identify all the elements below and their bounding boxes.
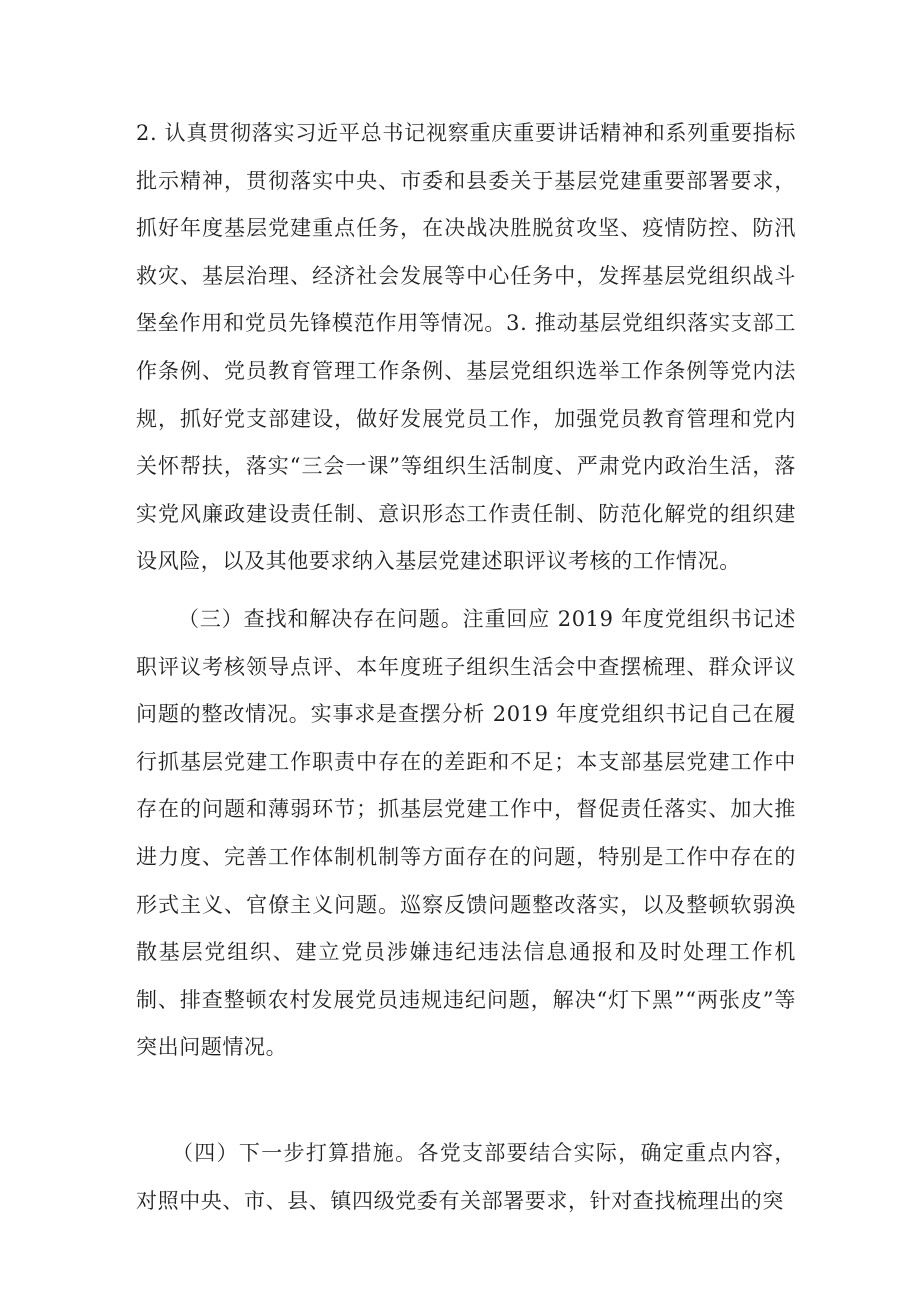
paragraph-section-4: （四）下一步打算措施。各党支部要结合实际，确定重点内容，对照中央、市、县、镇四级党委有关部署要求，针对查找梳理出的突 xyxy=(136,1141,796,1213)
paragraph-item-2-3: 2. 认真贯彻落实习近平总书记视察重庆重要讲话精神和系列重要指标批示精神，贯彻落实中央、市委和县委关于基层党建重要部署要求，抓好年度基层党建重点任务，在决战决胜脱贫攻坚、疫情防控、防汛救灾、基层治理、经济社会发展等中心任务中，发挥基层党组织战斗堡垒作用和党员先锋模范作用等情况。3. 推动基层党组织落实支部工作条例、党员教育管理工作条例、基层党组织选举工作条例等党内法规，抓好党支部建设，做好发展党员工作，加强党员教育管理和党内关怀帮扶，落实“三会一课”等组织生活制度、严肃党内政治生活，落实党风廉政建设责任制、意识形态工作责任制、防范化解党的组织建设风险，以及其他要求纳入基层党建述职评议考核的工作情况。 xyxy=(136,121,796,574)
paragraph-section-3: （三）查找和解决存在问题。注重回应 2019 年度党组织书记述职评议考核领导点评、本年度班子组织生活会中查摆梳理、群众评议问题的整改情况。实事求是查摆分析 2019 年度党组织书记自己在履行抓基层党建工作职责中存在的差距和不足；本支部基层党建工作中存在的问题和薄弱环节；抓基层党建工作中，督促责任落实、加大推进力度、完善工作体制机制等方面存在的问题，特别是工作中存在的形式主义、官僚主义问题。巡察反馈问题整改落实，以及整顿软弱涣散基层党组织、建立党员涉嫌违纪违法信息通报和及时处理工作机制、排查整顿农村发展党员违规违纪问题，解决“灯下黑”“两张皮”等突出问题情况。 xyxy=(136,607,796,1060)
